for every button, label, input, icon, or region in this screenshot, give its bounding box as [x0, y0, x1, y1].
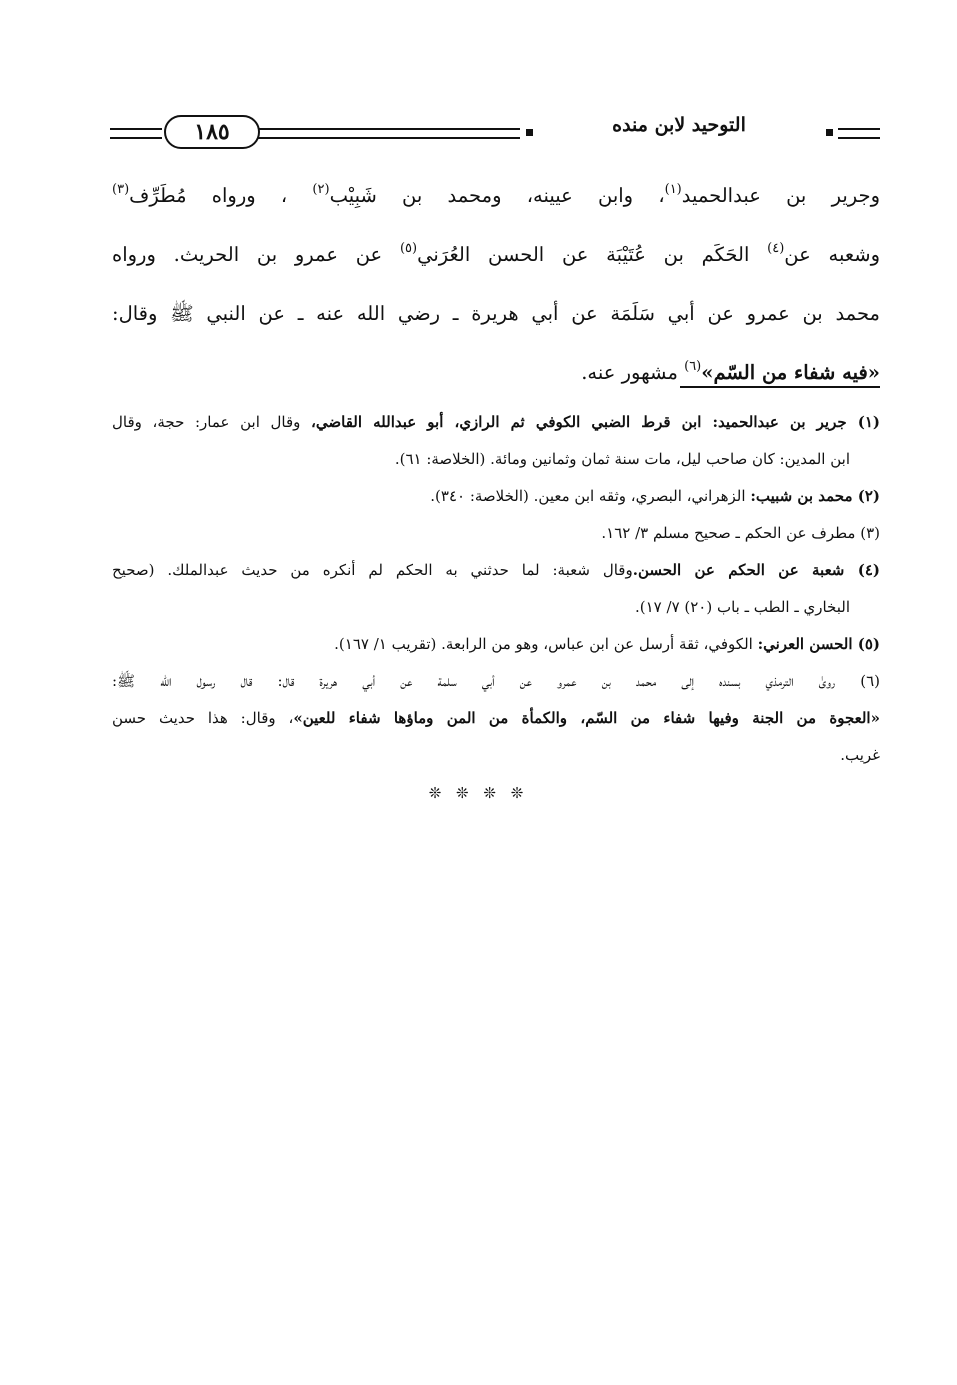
- running-header: [110, 112, 880, 154]
- text-segment: ، ورواه مُطَرِّف: [129, 184, 288, 207]
- footnote-ref[interactable]: (١): [664, 182, 682, 197]
- footnote-line: [112, 700, 880, 737]
- text-segment: وشعبه عن: [784, 243, 881, 266]
- main-line: محمد بن عمرو عن أبي سَلَمَة عن أبي هريرة ـ رضي الله عنه ـ عن النبي ﷺ وقال:: [112, 302, 880, 325]
- book-title: التوحيد لابن منده: [612, 114, 746, 136]
- page-number: ١٨٥: [164, 115, 260, 149]
- footnote-line: غريب.: [840, 746, 880, 764]
- footnote-line: (٦) روىٰ الترمذي بسنده إلى محمد بن عمرو عن أبي سلمة عن أبي هريرة قال: قال رسول الله ﷺ:: [112, 672, 880, 690]
- footnote-text: وقال شعبة: لما حدثني به الحكم لم أنكره من حديث عبدالملك. (صحيح: [112, 561, 633, 579]
- footnote-ref[interactable]: (٥): [399, 241, 418, 256]
- text-segment: وجرير بن عبدالحميد: [681, 184, 880, 207]
- footnote-text: الكوفي، ثقة أرسل عن ابن عباس، وهو من الرابعة. (تقريب ١/ ١٦٧).: [334, 635, 758, 653]
- footnote-text: الزهراني، البصري، وثقه ابن معين. (الخلاصة: ٣٤٠).: [430, 487, 751, 505]
- footnote-heading: (٢) محمد بن شبيب:: [750, 487, 880, 505]
- footnote-ref[interactable]: (٦): [684, 359, 702, 374]
- hadith-quote: «فيه شفاء من السّم»: [701, 361, 880, 384]
- header-rule-right: [838, 128, 880, 139]
- footnote-ref[interactable]: (٣): [112, 182, 130, 197]
- main-line: [112, 166, 880, 225]
- footnotes: [112, 404, 880, 774]
- header-rule-middle: [258, 128, 520, 139]
- main-line: [112, 343, 880, 402]
- text-segment: مشهور عنه.: [581, 361, 678, 384]
- footnote-line: البخاري ـ الطب ـ باب (٢٠) ٧/ ١٧).: [634, 598, 850, 616]
- footnote-ref[interactable]: (٤): [767, 241, 785, 256]
- footnote-line: (٣) مطرف عن الحكم ـ صحيح مسلم ٣/ ١٦٢.: [601, 524, 880, 542]
- header-square-marker: [526, 129, 533, 136]
- footnote-heading: (٤) شعبة عن الحكم عن الحسن.: [632, 561, 880, 579]
- main-text: [112, 166, 880, 402]
- footnote-text: ، وقال: هذا حديث حسن: [112, 709, 294, 727]
- main-line: [112, 225, 880, 284]
- footnote-line: ابن المدين: كان صاحب ليل، مات سنة ثمان وثمانين ومائة. (الخلاصة: ٦١).: [394, 450, 850, 468]
- header-rule-left: [110, 128, 162, 139]
- text-segment: عن عمرو بن الحريث. ورواه: [112, 243, 383, 266]
- footnote-line: [112, 552, 880, 589]
- hadith-quote: «العجوة من الجنة وفيها شفاء من السّم، والكمأة من المن وماؤها شفاء للعين»: [293, 709, 880, 727]
- section-end-stars: ❊ ❊ ❊ ❊: [428, 784, 529, 802]
- text-segment: ، وابن عيينه، ومحمد بن شَبِيْب: [329, 184, 665, 207]
- text-segment: الحَكَم بن عُتَيْبَة عن الحسن العُرَني: [417, 243, 750, 266]
- footnote-text: وقال ابن عمار: حجة، وقال: [112, 413, 312, 431]
- footnote-heading: (٥) الحسن العرني:: [757, 635, 880, 653]
- footnote-ref[interactable]: (٢): [312, 182, 330, 197]
- footnote-line: [112, 404, 880, 441]
- footnote-separator: [680, 386, 880, 388]
- header-square-marker: [826, 129, 833, 136]
- footnote-heading: (١) جرير بن عبدالحميد: ابن قرط الضبي الكوفي ثم الرازي، أبو عبدالله القاضي،: [311, 413, 880, 431]
- footnote-line: [112, 626, 880, 663]
- footnote-line: [112, 478, 880, 515]
